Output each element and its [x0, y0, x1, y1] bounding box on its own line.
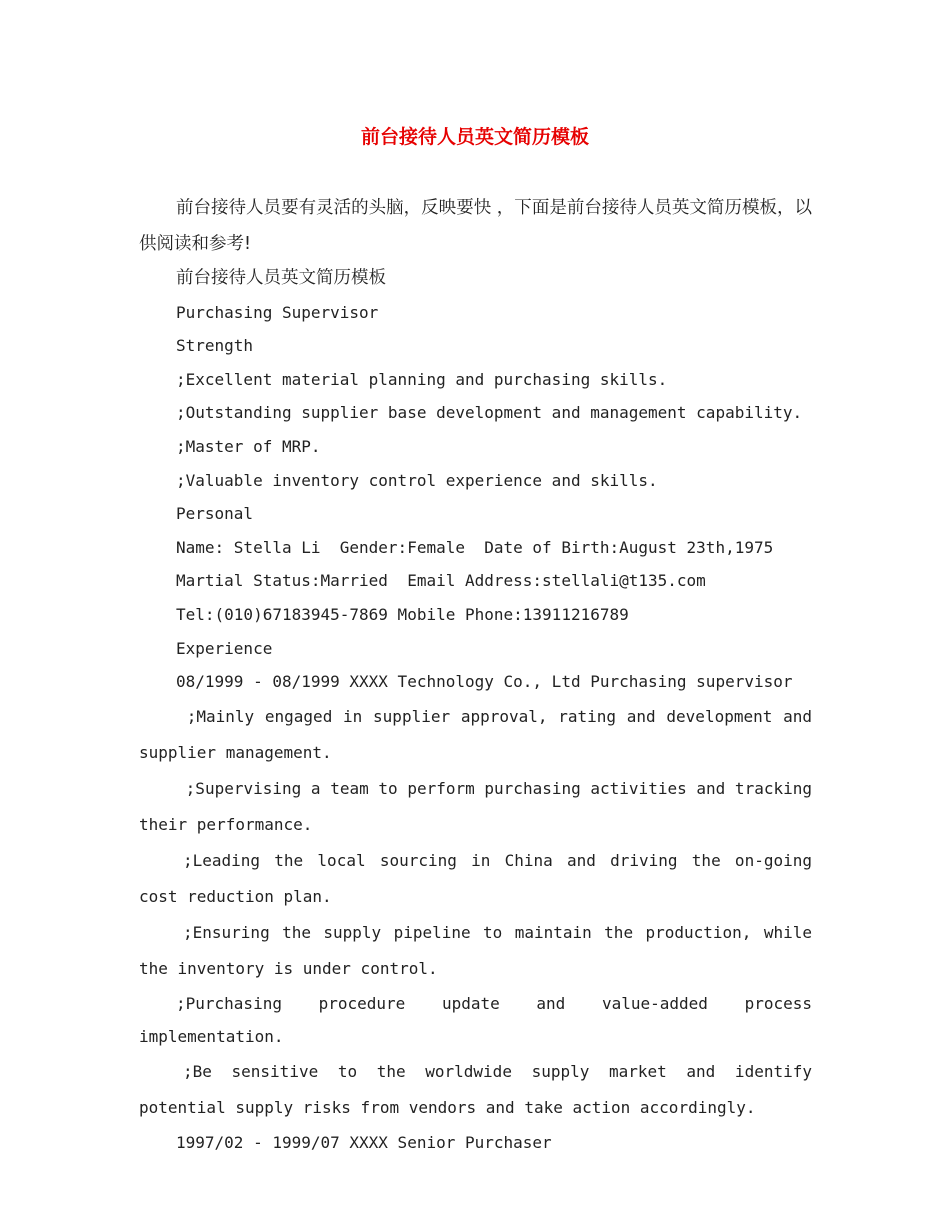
duty-item: ;Mainly engaged in supplier approval, rating and development and supplier management. — [139, 706, 822, 762]
personal-line: Tel:(010)67183945-7869 Mobile Phone:13911216789 — [176, 604, 629, 624]
job-line: 08/1999 - 08/1999 XXXX Technology Co., Ltd Purchasing supervisor — [176, 672, 793, 692]
strength-item: ;Master of MRP. — [176, 436, 321, 456]
duty-item: ;Purchasing procedure update and value-added process implementation. — [139, 993, 822, 1047]
job-line: 1997/02 - 1999/07 XXXX Senior Purchaser — [176, 1132, 552, 1152]
strength-item: ;Outstanding supplier base development and management capability. — [176, 403, 803, 423]
intro-paragraph: 前台接待人员要有灵活的头脑，反映要快 ，下面是前台接待人员英文简历模板，以供阅读和参考! — [139, 198, 812, 254]
position-line: Purchasing Supervisor — [176, 302, 379, 322]
duty-item: ;Leading the local sourcing in China and driving the on-going cost reduction plan. — [139, 850, 822, 906]
duty-item: ;Ensuring the supply pipeline to maintain the production, while the inventory is under control. — [139, 922, 822, 978]
strength-item: ;Valuable inventory control experience and skills. — [176, 470, 658, 490]
personal-heading: Personal — [176, 504, 254, 524]
personal-line: Name: Stella Li Gender:Female Date of Birth:August 23th,1975 — [176, 537, 774, 557]
document-title: 前台接待人员英文简历模板 — [360, 126, 589, 148]
personal-line: Martial Status:Married Email Address:stellali@t135.com — [176, 571, 706, 591]
subtitle-line: 前台接待人员英文简历模板 — [176, 268, 386, 288]
duty-item: ;Supervising a team to perform purchasing activities and tracking their performance. — [139, 778, 822, 834]
strength-heading: Strength — [176, 336, 254, 356]
experience-heading: Experience — [176, 638, 273, 658]
document-body — [139, 190, 822, 1160]
duty-item: ;Be sensitive to the worldwide supply market and identify potential supply risks from vendors and take action accordingly. — [139, 1061, 822, 1117]
strength-item: ;Excellent material planning and purchasing skills. — [176, 369, 668, 389]
